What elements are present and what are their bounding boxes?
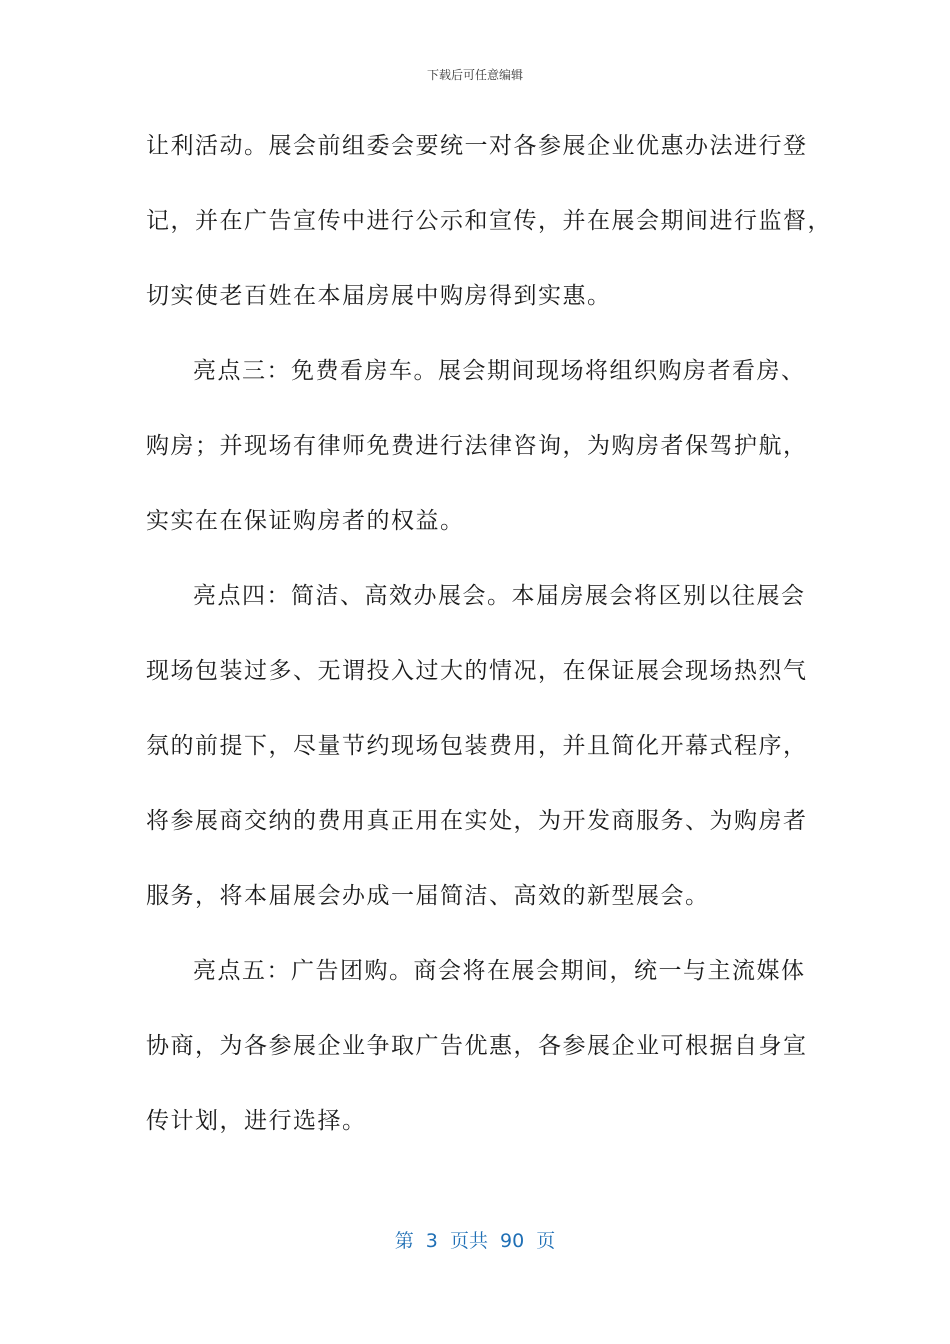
paragraph-highlight-three: 亮点三：免费看房车。展会期间现场将组织购房者看房、 [193,358,806,384]
body-line: 现场包装过多、无谓投入过大的情况，在保证展会现场热烈气 [146,658,808,684]
paragraph-highlight-four: 亮点四：简洁、高效办展会。本届房展会将区别以往展会 [193,583,806,609]
page-number: 第 3 页共 90 页 [394,1230,556,1252]
body-line: 让利活动。展会前组委会要统一对各参展企业优惠办法进行登 [146,133,808,159]
body-line: 实实在在保证购房者的权益。 [146,508,465,534]
document-body [146,120,832,1170]
body-line: 服务，将本届展会办成一届简洁、高效的新型展会。 [146,883,710,909]
body-line: 传计划，进行选择。 [146,1108,367,1134]
body-line: 将参展商交纳的费用真正用在实处，为开发商服务、为购房者 [146,808,808,834]
body-line: 记，并在广告宣传中进行公示和宣传，并在展会期间进行监督， [146,208,832,234]
body-line: 协商，为各参展企业争取广告优惠，各参展企业可根据自身宣 [146,1033,808,1059]
paragraph-highlight-five: 亮点五：广告团购。商会将在展会期间，统一与主流媒体 [193,958,806,984]
body-line: 购房；并现场有律师免费进行法律咨询，为购房者保驾护航， [146,433,808,459]
body-line: 氛的前提下，尽量节约现场包装费用，并且简化开幕式程序， [146,733,808,759]
header-note: 下载后可任意编辑 [426,68,523,82]
body-line: 切实使老百姓在本届房展中购房得到实惠。 [146,283,612,309]
